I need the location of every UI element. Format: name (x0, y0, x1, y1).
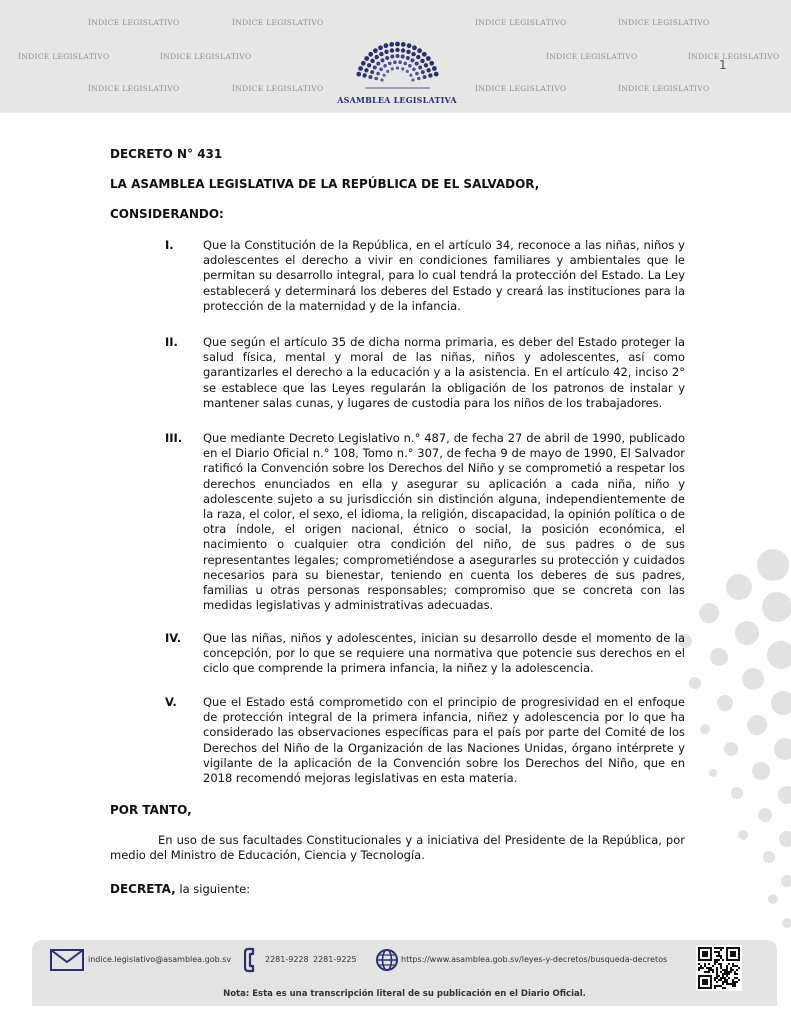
logo-dot (390, 48, 394, 52)
logo-dot (426, 56, 431, 61)
logo-dot (389, 42, 394, 47)
logo-dot (370, 70, 374, 74)
logo-dot (391, 67, 394, 70)
logo-dot (406, 70, 409, 73)
logo-dot (428, 73, 432, 77)
logo-dot (370, 59, 374, 63)
logo-dot (432, 66, 437, 71)
logo-dot (367, 63, 371, 67)
item-text: Que según el artículo 35 de dicha norma primaria, es deber del Estado proteger la salud física, mental y moral de las niñas, niños y adolescentes, así como garantizarles el derecho a la educación y a la asistencia. En el artículo 42, inciso 2° se establece que las Leyes regularán la obligación de los patronos de instalar y mantener salas cunas, y lugares de custodia para los niños de los trabajadores. (203, 335, 685, 410)
header-watermark: ÍNDICE LEGISLATIVO (546, 52, 638, 61)
logo-dot (411, 58, 415, 62)
header-watermark: ÍNDICE LEGISLATIVO (232, 84, 324, 93)
logo-dot (423, 75, 427, 79)
considerando-item (165, 335, 685, 411)
logo-dot (434, 72, 439, 77)
header-watermark: ÍNDICE LEGISLATIVO (688, 52, 780, 61)
considerando-item (165, 695, 685, 786)
assembly-heading: LA ASAMBLEA LEGISLATIVA DE LA REPÚBLICA DE EL SALVADOR, (110, 177, 540, 191)
considerando-item (165, 631, 685, 677)
logo-dot (384, 43, 389, 48)
phone-icon (244, 947, 260, 973)
logo-dot (396, 66, 399, 69)
page-number: 1 (719, 58, 727, 72)
header-watermark: ÍNDICE LEGISLATIVO (475, 18, 567, 27)
logo-dot (386, 70, 389, 73)
logo-dot (373, 66, 377, 70)
logo-dot (395, 42, 400, 47)
header-watermark: ÍNDICE LEGISLATIVO (88, 18, 180, 27)
logo-dot (429, 61, 434, 66)
logo-dot (403, 62, 407, 66)
logo-dot (424, 63, 428, 67)
header-watermark: ÍNDICE LEGISLATIVO (618, 18, 710, 27)
logo-dot (406, 50, 410, 54)
logo-text: ASAMBLEA LEGISLATIVA (337, 95, 457, 105)
logo-dot (422, 52, 427, 57)
logo-dot (383, 64, 387, 68)
logo-dot (420, 59, 424, 63)
logo-dot (378, 45, 383, 50)
logo-dot (364, 68, 368, 72)
logo-dot (401, 42, 406, 47)
logo-dot (379, 68, 383, 72)
logo-dot (362, 73, 366, 77)
item-text: Que el Estado está comprometido con el principio de progresividad en el enfoque de protección integral de la primera infancia, niñez y adolescencia por lo que ha considerado las observaciones específicas para el país por parte del Comité de los Derechos del Niño de la Organización de las Naciones Unidas, órgano intérprete y vigilante de la aplicación de la Convención sobre los Derechos del Niño, que en 2018 recomendó mejoras legislativas en esta materia. (203, 695, 685, 786)
logo-dot (401, 55, 405, 59)
item-text: Que las niñas, niños y adolescentes, inician su desarrollo desde el momento de la concepción, por lo que se requiere una normativa que potencie sus derechos en el ciclo que comprende la primera infancia, la niñez y la adolescencia. (203, 631, 685, 676)
footer-note: Nota: Esta es una transcripción literal de su publicación en el Diario Oficial. (223, 989, 586, 999)
logo-dot (380, 78, 383, 81)
item-number: IV. (165, 631, 182, 645)
logo-dot (415, 72, 419, 76)
logo-dot (390, 55, 394, 59)
logo-dot (411, 52, 415, 56)
logo-dot (426, 68, 430, 72)
footer-phone-1[interactable]: 2281-9228 (265, 955, 309, 964)
logo-dot (356, 72, 361, 77)
logo-dot (395, 48, 399, 52)
email-icon (50, 949, 84, 971)
header-watermark: ÍNDICE LEGISLATIVO (475, 84, 567, 93)
decrees-rest: la siguiente: (175, 882, 251, 896)
logo-dot (361, 61, 366, 66)
header-watermark: ÍNDICE LEGISLATIVO (18, 52, 110, 61)
logo-dot (421, 70, 425, 74)
page-footer (32, 940, 777, 1006)
logo-dot (376, 62, 380, 66)
logo-dot (412, 68, 416, 72)
logo-dot (406, 56, 410, 60)
item-number: III. (165, 431, 183, 445)
logo-dot (409, 74, 412, 77)
footer-email[interactable]: indice.legislativo@asamblea.gob.sv (88, 955, 232, 964)
logo-dot (396, 54, 400, 58)
logo-dot (368, 75, 372, 79)
decrees-label: DECRETA, (110, 882, 176, 896)
logo-dot (412, 45, 417, 50)
item-text: Que mediante Decreto Legislativo n.° 487, de fecha 27 de abril de 1990, publicado en el Diario Oficial n.° 108, Tomo n.° 307, de fecha 9 de mayo de 1990, El Salvador ratificó la Convención sobre los Derechos del Niño y se comprometió a respetar los derechos enunciados en ella y asegurar su aplicación a cada niña, niño y adolescente sujeto a su jurisdicción sin distinción alguna, independientemente de la raza, el color, el sexo, el idioma, la religión, discapacidad, la opinión política o de otra índole, el origen nacional, étnico o social, la posición económica, el nacimiento o cualquier otra condición del niño, de sus padres o de sus representantes legales; comprometiéndose a asegurarles su protección y cuidados necesarios para su bienestar, teniendo en cuenta los deberes de sus padres, familias u otras personas responsables; compromiso que se concreta con las medidas legislativas y administrativas adecuadas. (203, 431, 685, 613)
qr-code (696, 945, 742, 991)
logo-dot (416, 55, 420, 59)
item-number: II. (165, 335, 178, 349)
logo-dot (375, 55, 379, 59)
logo-dot (401, 67, 404, 70)
header-watermark: ÍNDICE LEGISLATIVO (160, 52, 252, 61)
logo-dot (418, 66, 422, 70)
initiative-paragraph: En uso de sus facultades Constitucionales y a iniciativa del Presidente de la República, por medio del Ministro de Educación, Ciencia y Tecnología. (110, 833, 685, 863)
logo-dot (411, 78, 414, 81)
header-watermark: ÍNDICE LEGISLATIVO (232, 18, 324, 27)
logo-dot (364, 56, 369, 61)
logo-dot (379, 52, 383, 56)
considerando-item (165, 431, 685, 613)
item-number: I. (165, 238, 174, 252)
logo-dot (384, 50, 388, 54)
page-header (0, 0, 791, 113)
logo-dot (408, 64, 412, 68)
logo-dot (401, 48, 405, 52)
logo-dot (407, 43, 412, 48)
logo-dot (393, 60, 397, 64)
considering-heading: CONSIDERANDO: (110, 207, 224, 221)
logo-dot (417, 48, 422, 53)
logo-dot (368, 52, 373, 57)
header-watermark: ÍNDICE LEGISLATIVO (618, 84, 710, 93)
therefore-heading: POR TANTO, (110, 803, 192, 817)
decrees-line (110, 882, 250, 897)
footer-url[interactable]: https://www.asamblea.gob.sv/leyes-y-decretos/busqueda-decretos (401, 955, 668, 964)
footer-phone-2[interactable]: 2281-9225 (313, 955, 357, 964)
logo-dot (398, 60, 402, 64)
globe-icon (375, 948, 399, 972)
logo-dot (373, 48, 378, 53)
logo-dot (385, 56, 389, 60)
logo-dot (383, 74, 386, 77)
logo-dot (374, 77, 378, 81)
logo-dot (417, 77, 421, 81)
logo-dot (415, 62, 419, 66)
decree-title: DECRETO N° 431 (110, 147, 223, 161)
header-watermark: ÍNDICE LEGISLATIVO (88, 84, 180, 93)
item-number: V. (165, 695, 177, 709)
considerando-item (165, 238, 685, 314)
logo-dot (358, 66, 363, 71)
logo-dot (388, 62, 392, 66)
item-text: Que la Constitución de la República, en el artículo 34, reconoce a las niñas, niños y adolescentes el derecho a vivir en condiciones familiares y ambientales que le permitan su desarrollo integral, para lo cual tendrá la protección del Estado. La Ley establecerá y determinará los deberes del Estado y creará las instituciones para la protección de la maternidad y de la infancia. (203, 238, 685, 313)
logo-dot (376, 72, 380, 76)
logo-dot (381, 58, 385, 62)
